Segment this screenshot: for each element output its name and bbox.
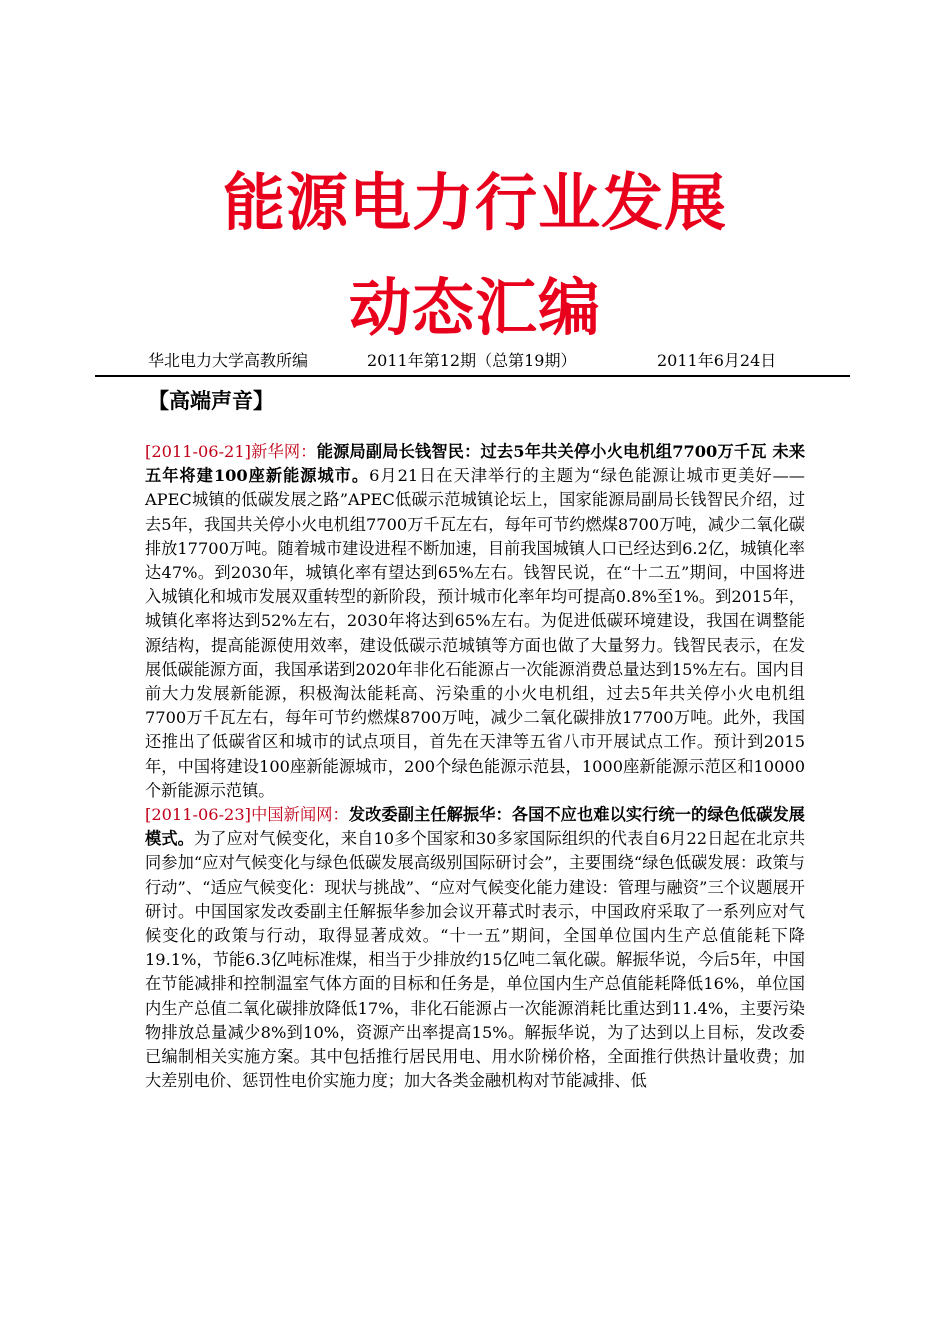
issue-label: 2011年第12期（总第19期） — [367, 351, 577, 370]
issue-date: 2011年6月24日 — [657, 351, 777, 370]
editor-label: 华北电力大学高教所编 — [148, 351, 309, 370]
article — [145, 803, 805, 1093]
article-headline: 发改委副主任解振华：各国不应也难以实行统一的绿色低碳发展模式。 — [145, 805, 805, 849]
page-title-line-2: 动态汇编 — [348, 271, 601, 344]
article-body: 6月21日在天津举行的主题为“绿色能源让城市更美好——APEC城镇的低碳发展之路”APEC低碳示范城镇论坛上，国家能源局副局长钱智民介绍，过去5年，我国共关停小火电机组7700万千瓦左右，每年可节约燃煤8700万吨，减少二氧化碳排放17700万吨。随着城市建设进程不断加速，目前我国城镇人口已经达到6.2亿，城镇化率达47%。到2030年，城镇化率有望达到65%左右。钱智民说，在“十二五”期间，中国将进入城镇化和城市发展双重转型的新阶段，预计城市化率年均可提高0.8%至1%。到2015年，城镇化率将达到52%左右，2030年将达到65%左右。为促进低碳环境建设，我国在调整能源结构，提高能源使用效率，建设低碳示范城镇等方面也做了大量努力。钱智民表示，在发展低碳能源方面，我国承诺到2020年非化石能源占一次能源消费总量达到15%左右。国内目前大力发展新能源，积极淘汰能耗高、污染重的小火电机组，过去5年共关停小火电机组7700万千瓦左右，每年可节约燃煤8700万吨，减少二氧化碳排放17700万吨。此外，我国还推出了低碳省区和城市的试点项目，首先在天津等五省八市开展试点工作。预计到2015年，中国将建设100座新能源城市，200个绿色能源示范县，1000座新能源示范区和10000个新能源示范镇。 — [145, 466, 805, 800]
article-body: 为了应对气候变化，来自10多个国家和30多家国际组织的代表自6月22日起在北京共同参加“应对气候变化与绿色低碳发展高级别国际研讨会”，主要围绕“绿色低碳发展：政策与行动”、“适应气候变化：现状与挑战”、“应对气候变化能力建设：管理与融资”三个议题展开研讨。中国国家发改委副主任解振华参加会议开幕式时表示，中国政府采取了一系列应对气候变化的政策与行动，取得显著成效。“十一五”期间，全国单位国内生产总值能耗下降19.1%，节能6.3亿吨标准煤，相当于少排放约15亿吨二氧化碳。解振华说，今后5年，中国在节能减排和控制温室气体方面的目标和任务是，单位国内生产总值能耗降低16%，单位国内生产总值二氧化碳排放降低17%，非化石能源占一次能源消耗比重达到11.4%，主要污染物排放总量减少8%到10%，资源产出率提高15%。解振华说，为了达到以上目标，发改委已编制相关实施方案。其中包括推行居民用电、用水阶梯价格，全面推行供热计量收费；加大差别电价、惩罚性电价实施力度；加大各类金融机构对节能减排、低 — [145, 829, 806, 1091]
page-title-line-1: 能源电力行业发展 — [222, 166, 727, 239]
article-headline: 能源局副局长钱智民：过去5年共关停小火电机组7700万千瓦 未来五年将建100座新能源城市。 — [145, 442, 806, 486]
header-divider — [95, 375, 850, 377]
article-source-tag: [2011-06-23]中国新闻网： — [145, 805, 349, 825]
article — [145, 440, 805, 803]
section-heading: 【高端声音】 — [148, 389, 274, 413]
article-list — [145, 440, 805, 1093]
article-source-tag: [2011-06-21]新华网： — [145, 442, 317, 461]
